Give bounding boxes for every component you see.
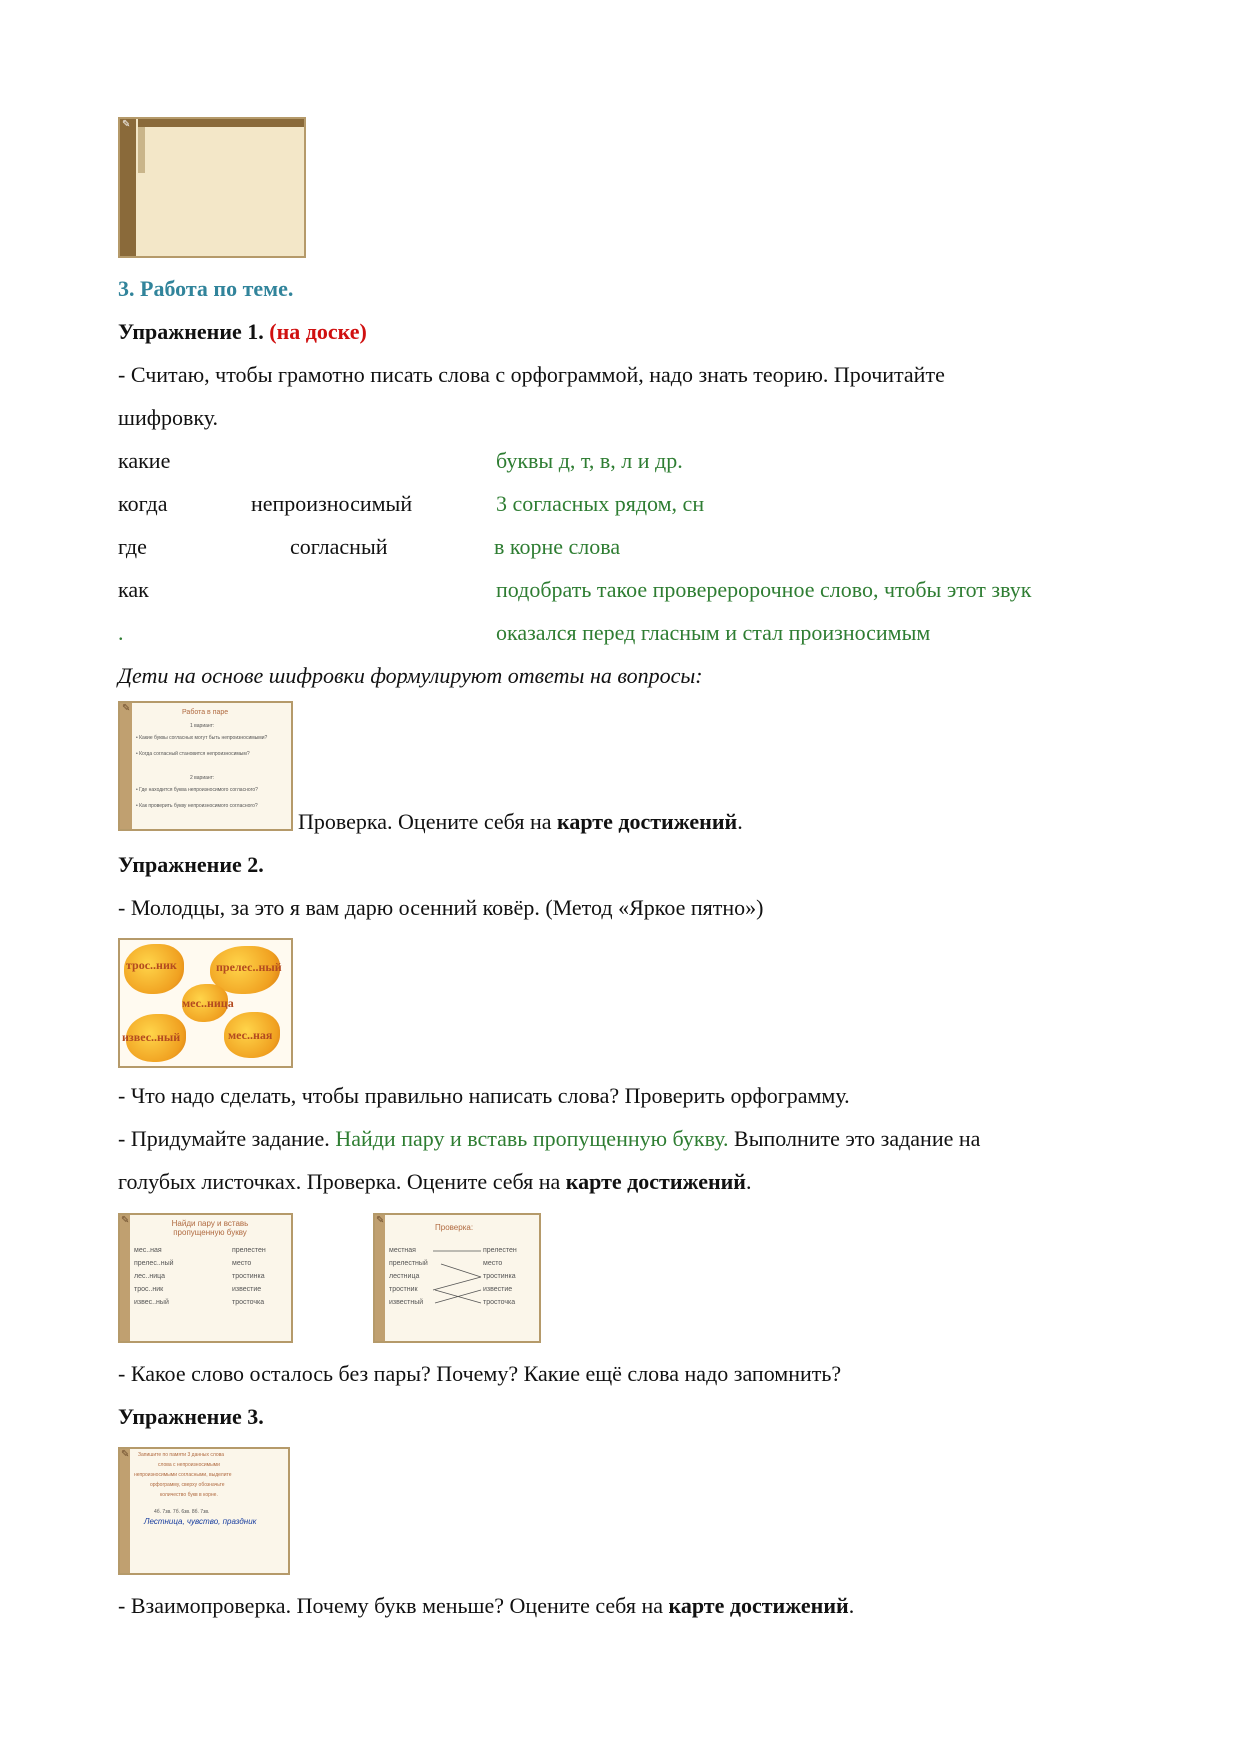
slide4-left-2: лес..ница (134, 1273, 166, 1280)
cipher-mid1: непроизносимый (251, 491, 413, 516)
slide4-left-4: извес..ный (134, 1299, 169, 1306)
slide-sidebar (120, 1215, 130, 1341)
line3-b: Выполните это задание на (728, 1126, 981, 1151)
pen-icon: ✎ (376, 1215, 385, 1226)
slide4-right-3: известие (232, 1286, 262, 1293)
cipher-a3: в корне слова (494, 534, 621, 559)
slide5-right-2: тростинка (483, 1273, 516, 1280)
exercise-3-line1 (118, 1592, 854, 1620)
leaf-word: трос..ник (126, 958, 177, 972)
exercise-2-line2: - Что надо сделать, чтобы правильно написать слова? Проверить орфограмму. (118, 1083, 850, 1108)
slide-find-pair (118, 1213, 293, 1343)
slide2-title: Работа в паре (182, 709, 229, 716)
exercise-2-line4 (118, 1168, 752, 1196)
slide5-right-3: известие (483, 1286, 513, 1293)
slide2-q2: • Когда согласный становится непроизносимым? (136, 751, 250, 757)
slide5-left-2: лестница (389, 1273, 420, 1280)
slide4-right-0: прелестен (232, 1247, 266, 1254)
slide6-text3: непроизносимыми согласными, выделите (134, 1472, 232, 1478)
slide4-left-1: прелес..ный (134, 1260, 174, 1267)
slide6-counts: 4б. 7зв. 7б. 6зв. 8б. 7зв. (154, 1509, 210, 1515)
slide4-left-0: мес..ная (134, 1247, 162, 1254)
exercise-1-heading (118, 318, 367, 346)
ex3-bold: карте достижений (668, 1593, 849, 1618)
pair-line (441, 1264, 481, 1277)
cipher-a4: подобрать такое провереророчное слово, чтобы этот звук (496, 577, 1032, 602)
cipher-q5: . (118, 620, 124, 645)
cipher-q3: где (118, 534, 147, 559)
ex3-end: . (848, 1593, 855, 1618)
leaf-word: мес..ная (228, 1028, 273, 1042)
slide5-left-4: известный (389, 1299, 424, 1306)
slide-dictation (118, 1447, 290, 1575)
slide4-right-2: тростинка (232, 1273, 265, 1280)
line4-a: голубых листочках. Проверка. Оцените себя на (118, 1169, 566, 1194)
line4-end: . (746, 1169, 752, 1194)
check-end: . (737, 809, 743, 834)
slide5-left-0: местная (389, 1247, 416, 1254)
cipher-a5: оказался перед гласным и стал произносимым (496, 620, 931, 645)
slide2-q1: • Какие буквы согласных могут быть непроизносимыми? (136, 735, 268, 741)
pen-icon: ✎ (122, 703, 131, 714)
exercise-3-label: Упражнение 3. (118, 1404, 264, 1429)
leaf-word: мес..ница (182, 996, 234, 1010)
slide4-right-4: тросточка (232, 1299, 265, 1306)
pair-lines (375, 1215, 541, 1343)
line4-bold: карте достижений (565, 1169, 746, 1194)
exercise-2-line3 (118, 1125, 980, 1153)
slide5-left-1: прелестный (389, 1260, 428, 1267)
slide-check (373, 1213, 541, 1343)
slide-sidebar (120, 1449, 130, 1573)
cipher-a1: буквы д, т, в, л и др. (496, 448, 683, 473)
slide-autumn-leaves (118, 938, 293, 1068)
table-header-band (138, 119, 304, 127)
cipher-q2: когда (118, 491, 168, 516)
section-title: 3. Работа по теме. (118, 276, 294, 301)
slide2-q4: • Как проверить букву непроизносимого согласного? (136, 803, 258, 809)
slide-pair-work (118, 701, 293, 831)
check-text: Проверка. Оцените себя на (298, 809, 557, 834)
slide2-v2: 2 вариант: (190, 775, 215, 781)
slide6-text5: количество букв в корне. (160, 1492, 218, 1498)
slide2-q3: • Где находится буква непроизносимого согласного? (136, 787, 258, 793)
exercise-1-check (298, 808, 743, 836)
line3-green: Найди пару и вставь пропущенную букву. (335, 1126, 729, 1151)
slide-sidebar (120, 119, 136, 256)
slide2-v1: 1 вариант: (190, 723, 215, 729)
slide4-title: Найди пару и вставь пропущенную букву (171, 1219, 249, 1237)
line3-a: - Придумайте задание. (118, 1126, 336, 1151)
exercise-1-intro-2: шифровку. (118, 405, 219, 430)
pen-icon: ✎ (122, 119, 131, 130)
slide4-left-3: трос..ник (134, 1286, 164, 1293)
cipher-mid2: согласный (290, 534, 388, 559)
achievement-table (138, 127, 145, 173)
slide5-right-4: тросточка (483, 1299, 516, 1306)
slide6-text2: слова с непроизносимыми (158, 1462, 220, 1468)
exercise-1-note: (на доске) (269, 319, 367, 344)
leaf-word: извес..ный (122, 1030, 181, 1044)
slide4-right-1: место (232, 1260, 252, 1267)
slide5-right-1: место (483, 1260, 503, 1267)
check-bold: карте достижений (556, 809, 738, 834)
exercise-1-label: Упражнение 1. (118, 319, 264, 344)
slide5-right-0: прелестен (483, 1247, 517, 1254)
slide-sidebar (120, 703, 132, 829)
slide6-text1: Запишите по памяти 3 данных слова (138, 1452, 225, 1458)
cipher-a2: 3 согласных рядом, сн (496, 491, 705, 516)
exercise-2-line5: - Какое слово осталось без пары? Почему? Какие ещё слова надо запомнить? (118, 1361, 842, 1386)
slide6-words: Лестница, чувство, праздник (144, 1517, 257, 1526)
cipher-q4: как (118, 577, 149, 602)
slide6-text4: орфограмму, сверху обозначьте (150, 1482, 225, 1488)
kids-note: Дети на основе шифровки формулируют ответы на вопросы: (118, 663, 703, 688)
pen-icon: ✎ (121, 1215, 130, 1226)
exercise-2-label: Упражнение 2. (118, 852, 264, 877)
pen-icon: ✎ (121, 1449, 130, 1460)
leaf-word: прелес..ный (216, 960, 282, 974)
slide5-left-3: тростник (389, 1286, 418, 1293)
ex3-text: - Взаимопроверка. Почему букв меньше? Оцените себя на (118, 1593, 669, 1618)
cipher-q1: какие (118, 448, 171, 473)
slide5-title: Проверка: (435, 1223, 474, 1232)
exercise-2-line1: - Молодцы, за это я вам дарю осенний ковёр. (Метод «Яркое пятно») (118, 895, 764, 920)
pair-line (433, 1277, 481, 1290)
exercise-1-intro-1: - Считаю, чтобы грамотно писать слова с орфограммой, надо знать теорию. Прочитайте (118, 362, 945, 387)
slide-achievement-map (118, 117, 306, 258)
